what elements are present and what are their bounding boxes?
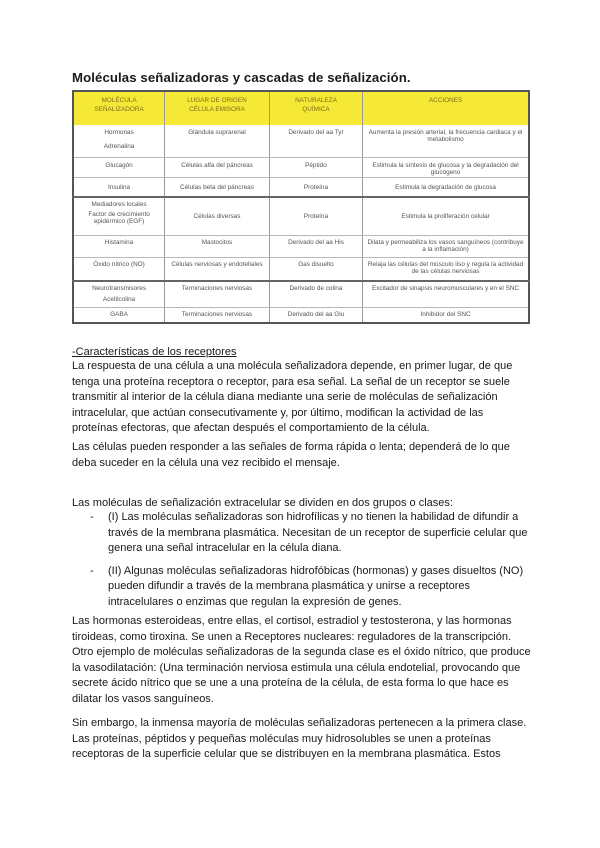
signaling-molecules-table xyxy=(72,90,530,324)
table-row xyxy=(73,307,529,323)
section-heading: -Características de los receptores xyxy=(72,346,237,358)
row-molecule: Neurotransmisores xyxy=(92,285,147,292)
row-origin: Células nerviosas y endoteliales xyxy=(165,257,270,281)
row-actions: Inhibidor del SNC xyxy=(420,310,471,318)
row-origin: Mastocitos xyxy=(165,235,270,257)
row-molecule: GABA xyxy=(73,307,165,323)
row-actions: Estimula la degradación de glucosa xyxy=(363,177,529,197)
row-nature: Péptido xyxy=(269,157,362,177)
paragraph: La respuesta de una célula a una molécula señalizadora depende, en primer lugar, de que tenga una proteína receptora o receptor, para esa señal. La señal de un receptor se suele transmitir al interior de la célula diana mediante una serie de moléculas de señalización intracelular, que actúan consecutivamente y, por último, modifican la actividad de las proteínas efectoras, que afectan después el comportamiento de la célula. xyxy=(72,360,513,434)
table-header-row xyxy=(73,91,529,125)
header-origin: LUGAR DE ORIGEN CÉLULA EMISORA xyxy=(165,91,270,125)
table-row: Neurotransmisores Acetilcolina Terminaciones nerviosas Derivado de colina Excitador de sinapsis neuromusculares y en el SNC xyxy=(73,281,529,307)
row-nature: Derivado de colina xyxy=(269,281,362,307)
row-actions: Estimula la proliferación celular xyxy=(363,197,529,235)
row-nature: Gas disuelto xyxy=(269,257,362,281)
table-row: Mediadores locales Factor de crecimiento epidérmico (EGF) Células diversas Proteína Estimula la proliferación celular xyxy=(73,197,529,235)
row-molecule: Glucagón xyxy=(73,157,165,177)
table-row xyxy=(73,157,529,177)
table-row: Hormonas Adrenalina Glándula suprarenal Derivado del aa Tyr Aumenta la presión arterial, la frecuencia cardiaca y el metabolismo xyxy=(73,125,529,157)
row-actions: Relaja las células del músculo liso y regula la actividad de las células nerviosas xyxy=(363,257,529,281)
paragraph: Las moléculas de señalización extracelular se dividen en dos grupos o clases: xyxy=(72,497,453,509)
classes-list xyxy=(90,510,530,617)
list-item: - (II) Algunas moléculas señalizadoras hidrofóbicas (hormonas) y gases disueltos (NO) pueden difundir a través de la membrana plasmática y unirse a receptores intracelulares o enzimas que regulan la expresión de genes. xyxy=(90,564,524,608)
row-nature: Proteína xyxy=(269,197,362,235)
header-molecule: MOLÉCULA SEÑALIZADORA xyxy=(73,91,165,125)
row-molecule: Insulina xyxy=(73,177,165,197)
row-origin: Glándula suprarenal xyxy=(165,125,270,157)
row-molecule: Histamina xyxy=(73,235,165,257)
row-origin: Terminaciones nerviosas xyxy=(165,307,270,323)
table-row xyxy=(73,177,529,197)
paragraph: Las hormonas esteroideas, entre ellas, el cortisol, estradiol y testosterona, y las hormonas tiroideas, como tiroxina. Se unen a Receptores nucleares: reguladores de la transcripción. Otro ejemplo de moléculas señalizadoras de la segunda clase es el óxido nítrico, que produce la vasodilatación: (Una terminación nerviosa estimula una célula endotelial, provocando que secrete ácido nítrico que se une a una proteína de la célula, de esta forma lo que hace es dilatar los vasos sanguíneos. xyxy=(72,615,531,705)
table-row xyxy=(73,235,529,257)
row-nature: Derivado del aa His xyxy=(269,235,362,257)
row-origin: Células beta del páncreas xyxy=(165,177,270,197)
row-nature: Derivado del aa Tyr xyxy=(269,125,362,157)
row-actions: Aumenta la presión arterial, la frecuencia cardiaca y el metabolismo xyxy=(363,125,529,157)
list-item: - (I) Las moléculas señalizadoras son hidrofílicas y no tienen la habilidad de difundir a través de la membrana plasmática. Necesitan de un receptor de superficie celular que genera una señal intracelular en la célula diana. xyxy=(90,511,528,554)
paragraph: Sin embargo, la inmensa mayoría de moléculas señalizadoras pertenecen a la primera clase. Las proteínas, péptidos y pequeñas moléculas muy hidrosolubles se unen a proteínas receptoras de la superficie celular que se distribuyen en la membrana plasmática. Estos xyxy=(72,717,527,760)
row-actions: Dilata y permeabiliza los vasos sanguíneos (contribuye a la inflamación) xyxy=(363,235,529,257)
row-actions: Excitador de sinapsis neuromusculares y en el SNC xyxy=(363,281,529,307)
paragraph: Las células pueden responder a las señales de forma rápida o lenta; dependerá de lo que deba suceder en la célula una vez recibido el mensaje. xyxy=(72,441,510,469)
document-title: Moléculas señalizadoras y cascadas de señalización. xyxy=(72,70,411,85)
table-row xyxy=(73,257,529,281)
row-molecule: Mediadores locales xyxy=(91,201,147,208)
header-nature: NATURALEZA QUÍMICA xyxy=(269,91,362,125)
row-origin: Células alfa del páncreas xyxy=(165,157,270,177)
row-nature: Derivado del aa Glu xyxy=(269,307,362,323)
row-actions: Estimula la síntesis de glucosa y la degradación del glucógeno xyxy=(363,157,529,177)
row-molecule: Hormonas xyxy=(104,129,134,136)
row-nature: Proteína xyxy=(269,177,362,197)
row-origin: Terminaciones nerviosas xyxy=(165,281,270,307)
row-origin: Células diversas xyxy=(165,197,270,235)
header-actions: ACCIONES xyxy=(363,91,529,125)
row-molecule: Óxido nítrico (NO) xyxy=(73,257,165,281)
